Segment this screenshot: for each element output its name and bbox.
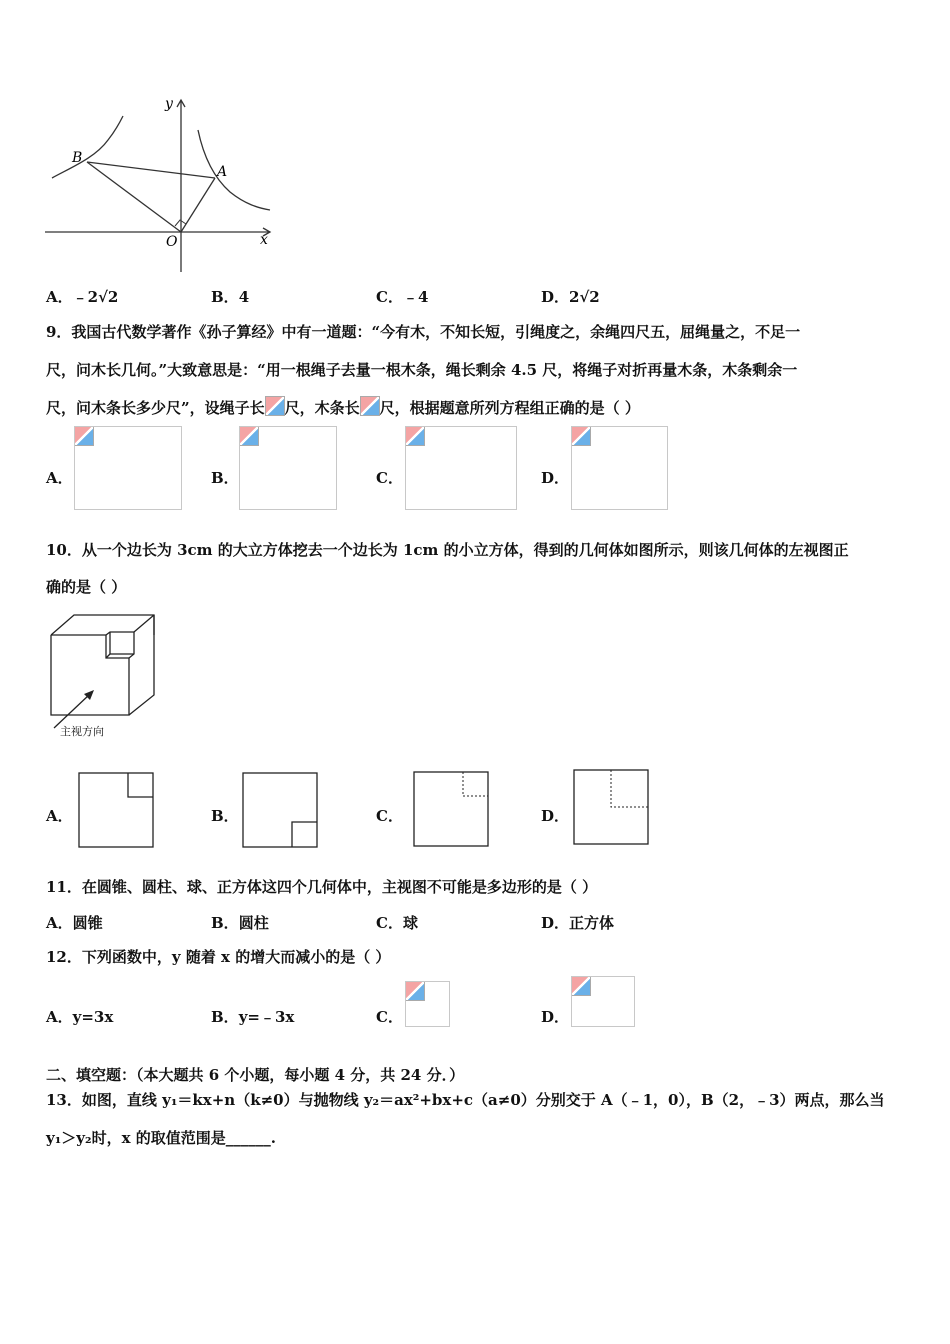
label-B: B [72, 150, 83, 166]
q8-option-b-letter: B． [211, 288, 239, 306]
q8-graph [40, 92, 280, 277]
q11-option-a[interactable] [46, 912, 103, 933]
hyperbola-left-branch [52, 116, 123, 178]
q11-option-b[interactable] [211, 912, 269, 933]
broken-image-icon [240, 427, 259, 446]
q8-option-c[interactable] [376, 286, 428, 307]
q12-option-b[interactable] [211, 1006, 294, 1027]
q9-line3-part2: 尺，木条长 [284, 399, 360, 417]
q10-option-b-figure[interactable] [242, 772, 318, 848]
q8-option-d-text: 2√2 [569, 288, 600, 306]
q11-option-d-letter: D． [541, 914, 570, 932]
q8-option-d[interactable] [541, 286, 600, 307]
cube-right-face [129, 615, 154, 715]
broken-image-icon [572, 427, 591, 446]
q8-option-a-letter: A． [46, 288, 73, 306]
q8-option-a-text: ﹣2√2 [72, 288, 119, 306]
label-A: A [217, 164, 228, 180]
broken-image-icon [406, 427, 425, 446]
q8-option-a[interactable] [46, 286, 118, 307]
q9-option-c-letter[interactable]: C． [376, 469, 403, 487]
q12-stem: 12．下列函数中，y 随着 x 的增大而减小的是（ ） [46, 948, 391, 966]
q13-line1: 13．如图，直线 y₁＝kx+n（k≠0）与抛物线 y₂＝ax²+bx+c（a≠0）分别交于 A（﹣1，0），B（2，﹣3）两点，那么当 [46, 1091, 885, 1109]
q11-option-b-text: 圆柱 [238, 914, 269, 932]
q9-option-d-image[interactable] [571, 426, 668, 510]
q9-option-a-letter[interactable]: A． [46, 469, 73, 487]
q11-option-a-text: 圆锥 [72, 914, 103, 932]
q10-option-c-letter[interactable]: C． [376, 807, 403, 825]
q8-option-b-text: 4 [238, 288, 250, 306]
q10-line1: 10．从一个边长为 3cm 的大立方体挖去一个边长为 1cm 的小立方体，得到的几何体如图所示，则该几何体的左视图正 [46, 541, 849, 559]
q12-option-c-image[interactable] [405, 981, 450, 1027]
q13-line2: y₁＞y₂时，x 的取值范围是______. [46, 1129, 276, 1147]
q11-option-c[interactable] [376, 912, 418, 933]
q12-option-b-letter: B． [211, 1008, 239, 1026]
q10-option-a-figure[interactable] [78, 772, 154, 848]
q9-line1: 9．我国古代数学著作《孙子算经》中有一道题：“今有木，不知长短，引绳度之，余绳四尺五，屈绳量之，不足一 [46, 323, 801, 341]
section2-title: 二、填空题：（本大题共 6 个小题，每小题 4 分，共 24 分．） [46, 1066, 465, 1084]
q11-option-a-letter: A． [46, 914, 73, 932]
segment-AO [181, 178, 215, 232]
q9-option-a-image[interactable] [74, 426, 182, 510]
q11-option-c-letter: C． [376, 914, 403, 932]
q11-option-c-text: 球 [402, 914, 418, 932]
q9-line3 [46, 396, 640, 418]
label-x: x [260, 232, 268, 248]
q12-option-a[interactable] [46, 1006, 113, 1027]
q10-option-b-letter[interactable]: B． [211, 807, 239, 825]
q12-option-d-letter[interactable]: D． [541, 1008, 570, 1026]
cube-top-face [51, 615, 154, 635]
broken-image-icon [360, 396, 380, 416]
q9-line3-part1: 尺，问木条长多少尺”，设绳子长 [46, 399, 265, 417]
q11-option-b-letter: B． [211, 914, 239, 932]
hyperbola-right-branch [198, 130, 270, 210]
q9-option-b-letter[interactable]: B． [211, 469, 239, 487]
q10-figure-caption: 主视方向 [60, 725, 104, 738]
cube-notch-edge [134, 615, 154, 632]
q10-option-a-letter[interactable]: A． [46, 807, 73, 825]
broken-image-icon [265, 396, 285, 416]
broken-image-icon [406, 982, 425, 1001]
q9-line2: 尺，问木长几何。”大致意思是：“用一根绳子去量一根木条，绳长剩余 4.5 尺，将绳子对折再量木条，木条剩余一 [46, 361, 798, 379]
q11-option-d[interactable] [541, 912, 614, 933]
label-y: y [165, 96, 173, 112]
q11-stem: 11．在圆锥、圆柱、球、正方体这四个几何体中，主视图不可能是多边形的是（ ） [46, 878, 598, 896]
q8-option-b[interactable] [211, 286, 249, 307]
q8-option-c-text: ﹣4 [402, 288, 429, 306]
q9-option-b-image[interactable] [239, 426, 337, 510]
q12-option-a-text: y=3x [72, 1008, 114, 1026]
cube-front-face [51, 635, 129, 715]
q12-option-c-letter[interactable]: C． [376, 1008, 403, 1026]
q12-option-b-text: y=﹣3x [238, 1008, 295, 1026]
q10-option-d-figure[interactable] [573, 769, 649, 845]
q10-option-d-letter[interactable]: D． [541, 807, 570, 825]
q11-option-d-text: 正方体 [569, 914, 615, 932]
q8-option-c-letter: C． [376, 288, 403, 306]
q8-option-d-letter: D． [541, 288, 570, 306]
q12-option-a-letter: A． [46, 1008, 73, 1026]
q9-option-d-letter[interactable]: D． [541, 469, 570, 487]
q9-option-c-image[interactable] [405, 426, 517, 510]
q9-line3-part3: 尺，根据题意所列方程组正确的是（ ） [379, 399, 640, 417]
broken-image-icon [572, 977, 591, 996]
q10-option-c-figure[interactable] [413, 771, 489, 847]
label-O: O [166, 234, 178, 250]
q10-line2: 确的是（ ） [46, 578, 127, 596]
broken-image-icon [75, 427, 94, 446]
q12-option-d-image[interactable] [571, 976, 635, 1027]
